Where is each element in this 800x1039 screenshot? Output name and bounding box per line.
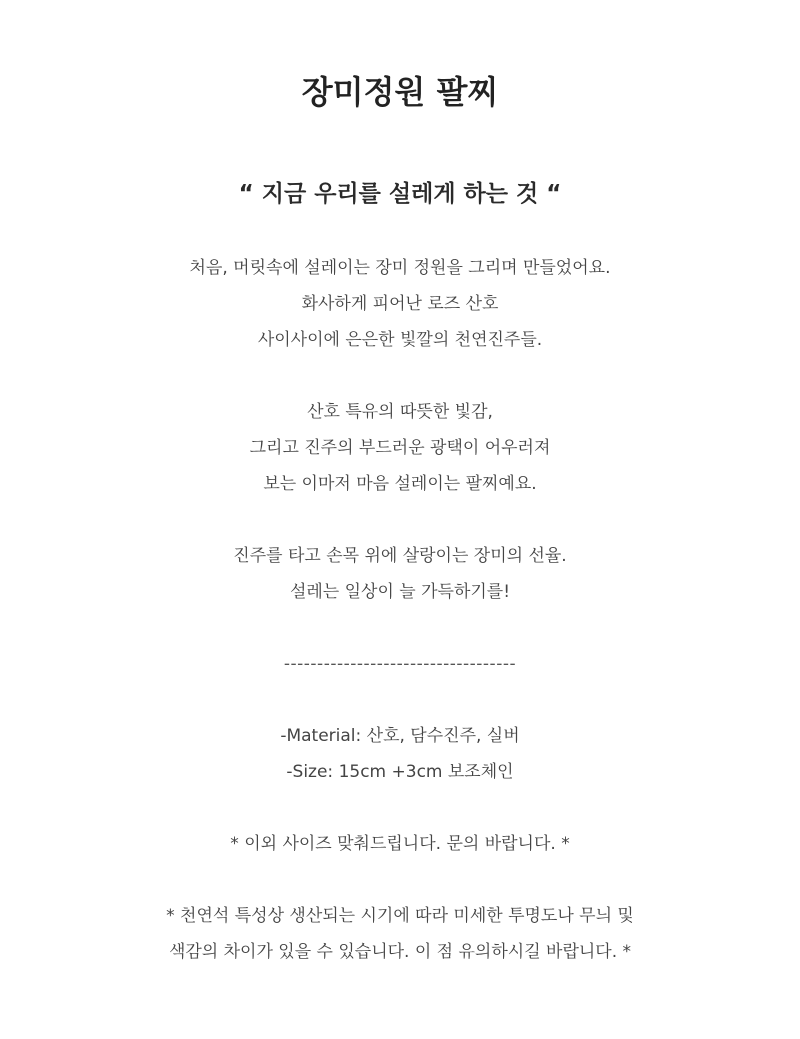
description-line: 보는 이마저 마음 설레이는 팔찌예요.: [263, 474, 537, 494]
description-line: 화사하게 피어난 로즈 산호: [301, 294, 499, 314]
material-spec: -Material: 산호, 담수진주, 실버: [280, 726, 520, 746]
description-paragraph-3: [0, 538, 800, 610]
custom-size-notice-text: * 이외 사이즈 맞춰드립니다. 문의 바랍니다. *: [230, 834, 570, 854]
description-paragraph-2: [0, 394, 800, 502]
size-spec: -Size: 15cm +3cm 보조체인: [286, 762, 514, 782]
description-line: 진주를 타고 손목 위에 살랑이는 장미의 선율.: [233, 546, 567, 566]
product-title: 장미정원 팔찌: [301, 73, 499, 111]
custom-size-notice: [0, 826, 800, 862]
description-line: 설레는 일상이 늘 가득하기를!: [289, 582, 511, 602]
description-line: 처음, 머릿속에 설레이는 장미 정원을 그리며 만들었어요.: [189, 258, 611, 278]
section-divider: -----------------------------------: [283, 654, 517, 674]
product-tagline: “ 지금 우리를 설레게 하는 것 “: [238, 181, 562, 207]
product-description: [0, 250, 800, 1006]
description-paragraph-1: [0, 250, 800, 358]
natural-stone-notice: [0, 898, 800, 970]
natural-stone-notice-line: * 천연석 특성상 생산되는 시기에 따라 미세한 투명도나 무늬 및: [166, 906, 634, 926]
product-specs: [0, 718, 800, 790]
natural-stone-notice-line: 색감의 차이가 있을 수 있습니다. 이 점 유의하시길 바랍니다. *: [168, 942, 632, 962]
description-line: 그리고 진주의 부드러운 광택이 어우러져: [249, 438, 551, 458]
description-line: 사이사이에 은은한 빛깔의 천연진주들.: [257, 330, 543, 350]
description-line: 산호 특유의 따뜻한 빛감,: [307, 402, 493, 422]
